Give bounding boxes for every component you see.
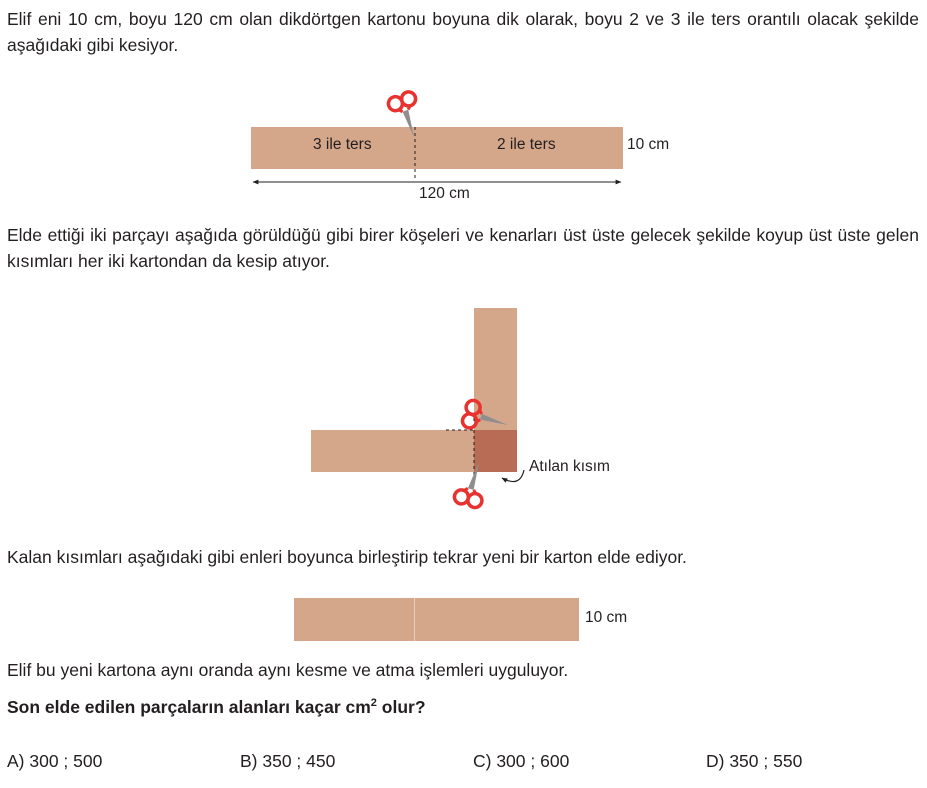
- option-a[interactable]: A) 300 ; 500: [7, 751, 103, 771]
- joined-strip-right: [415, 598, 579, 641]
- figure-2-overlap: [311, 308, 524, 509]
- step-3-text: Kalan kısımları aşağıdaki gibi enleri boyunca birleştirip tekrar yeni bir karton elde ediyor.: [7, 547, 687, 567]
- left-piece-label: 3 ile ters: [313, 136, 372, 153]
- option-d[interactable]: D) 350 ; 550: [706, 751, 803, 771]
- question-superscript: 2: [370, 697, 377, 710]
- question-text: Son elde edilen parçaların alanları kaçar $cm^2$ olur?: [7, 697, 426, 717]
- right-piece-label: 2 ile ters: [497, 136, 556, 153]
- intro-text: Elif eni 10 cm, boyu 120 cm olan dikdörtgen kartonu boyuna dik olarak, boyu 2 ve 3 ile ters orantılı olacak şekilde aşağıdaki gibi kesiyor.: [7, 9, 919, 55]
- discarded-part-label: Atılan kısım: [529, 458, 610, 475]
- option-b[interactable]: B) 350 ; 450: [240, 751, 336, 771]
- joined-strip-left: [294, 598, 414, 641]
- cardboard-strip: [251, 127, 623, 169]
- strip-length-label: 120 cm: [419, 185, 470, 202]
- joined-strip-height-label: 10 cm: [585, 609, 628, 626]
- discarded-square: [474, 430, 517, 472]
- step-2-text: Elde ettiği iki parçayı aşağıda görüldüğü gibi birer köşeleri ve kenarları üst üste gelecek şekilde koyup üst üste gelen kısımları her iki kartondan da kesip atıyor.: [7, 225, 919, 271]
- figure-1-cardboard-strip: [251, 90, 623, 182]
- figure-3-joined-strip: [294, 598, 579, 641]
- step-4-text: Elif bu yeni kartona aynı oranda aynı kesme ve atma işlemleri uyguluyor.: [7, 660, 569, 680]
- option-c[interactable]: C) 300 ; 600: [473, 751, 570, 771]
- strip-height-label: 10 cm: [627, 136, 670, 153]
